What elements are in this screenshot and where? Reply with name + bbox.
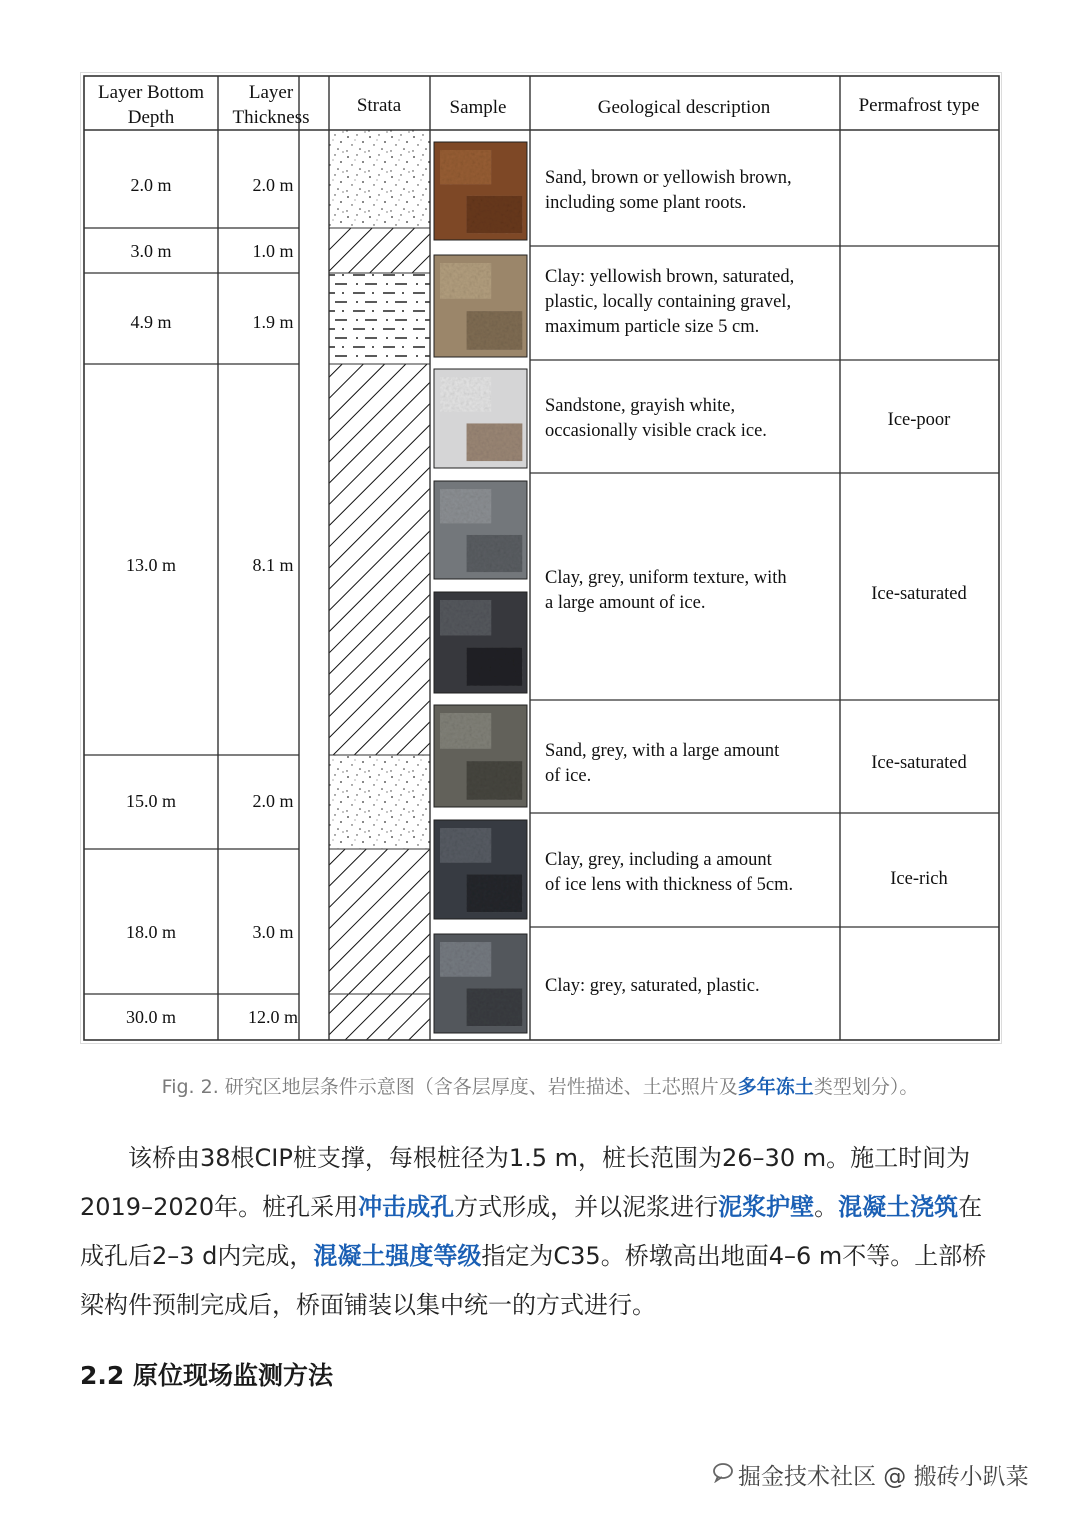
paragraph-text: 在成孔后2–3 d内完成， <box>80 1193 983 1270</box>
header-geological-description: Geological description <box>597 97 771 118</box>
depth-cell: 2.0 m <box>130 175 172 195</box>
photo-texture <box>434 481 527 579</box>
strata-pattern-clay-hatch <box>329 849 430 994</box>
strata-pattern-clay-hatch <box>329 994 430 1040</box>
photo-texture <box>434 369 527 468</box>
strata-table <box>81 73 1001 1043</box>
description-line: Sand, brown or yellowish brown, <box>545 168 792 188</box>
depth-cell: 15.0 m <box>125 791 177 811</box>
strata-figure <box>80 72 1002 1044</box>
photo-texture <box>434 705 527 807</box>
header-layer: Layer <box>248 82 294 103</box>
header-sample: Sample <box>449 97 507 118</box>
description-line: plastic, locally containing gravel, <box>545 292 792 312</box>
description-line: Clay: yellowish brown, saturated, <box>545 267 795 287</box>
description-line: occasionally visible crack ice. <box>545 421 767 441</box>
thickness-cell: 2.0 m <box>252 175 294 195</box>
depth-cell: 18.0 m <box>125 922 177 942</box>
caption-keyword-link[interactable]: 多年冻土 <box>737 1076 814 1098</box>
depth-cell: 30.0 m <box>125 1007 177 1027</box>
strata-pattern-sand-dots <box>329 130 430 228</box>
strata-pattern-clay-hatch <box>329 364 430 755</box>
header-layer-bottom: Layer Bottom <box>97 82 205 103</box>
thickness-cell: 8.1 m <box>252 555 294 575</box>
permafrost-cell: Ice-saturated <box>871 753 967 773</box>
photo-texture <box>434 934 527 1033</box>
strata-pattern-dash-dot <box>329 273 430 364</box>
depth-cell: 13.0 m <box>125 555 177 575</box>
thickness-cell: 2.0 m <box>252 791 294 811</box>
header-strata: Strata <box>356 95 402 116</box>
thickness-cell: 3.0 m <box>252 922 294 942</box>
description-line: Sand, grey, with a large amount <box>545 741 780 761</box>
description-line: Clay, grey, uniform texture, with <box>545 568 787 588</box>
photo-texture <box>434 820 527 919</box>
keyword-link[interactable]: 混凝土强度等级 <box>313 1242 482 1270</box>
depth-cell: 3.0 m <box>130 241 172 261</box>
strata-pattern-sand-dots <box>329 755 430 849</box>
photo-texture <box>434 255 527 357</box>
section-heading: 2.2 原位现场监测方法 <box>80 1361 333 1390</box>
permafrost-cell: Ice-rich <box>890 869 948 889</box>
keyword-link[interactable]: 冲击成孔 <box>358 1193 455 1221</box>
thickness-cell: 12.0 m <box>247 1007 299 1027</box>
description-line: Clay: grey, saturated, plastic. <box>545 976 760 996</box>
description-line: maximum particle size 5 cm. <box>545 317 760 337</box>
permafrost-cell: Ice-poor <box>887 410 951 430</box>
paragraph-text: 该桥由38根CIP桩支撑，每根桩径为1.5 m，桩长范围为26–30 m。施工时间为2019–2020年。桩孔采用 <box>80 1144 971 1221</box>
description-line: a large amount of ice. <box>545 593 706 613</box>
thickness-cell: 1.0 m <box>252 241 294 261</box>
figure-caption <box>0 1072 1080 1099</box>
body-paragraph <box>80 1134 1002 1330</box>
thickness-cell: 1.9 m <box>252 312 294 332</box>
header-thickness: Thickness <box>232 107 310 128</box>
strata-pattern-clay-hatch <box>329 228 430 273</box>
header-depth: Depth <box>127 107 175 128</box>
watermark: 掘金技术社区 @ 搬砖小趴菜 <box>738 1464 1029 1490</box>
paragraph-text: 方式形成，并以泥浆进行 <box>454 1193 719 1221</box>
caption-suffix: 类型划分）。 <box>813 1076 919 1098</box>
photo-texture <box>434 592 527 693</box>
description-line: Sandstone, grayish white, <box>545 396 736 416</box>
header-permafrost-type: Permafrost type <box>858 95 980 116</box>
table-border <box>84 76 999 1040</box>
permafrost-cell: Ice-saturated <box>871 584 967 604</box>
description-line: Clay, grey, including a amount <box>545 850 772 870</box>
paragraph-text: 指定为C35。桥墩高出地面4–6 m不等。上部桥梁构件预制完成后，桥面铺装以集中统一的方式进行。 <box>80 1242 987 1319</box>
chat-bubble-icon <box>712 1461 734 1483</box>
paragraph-text: 。 <box>814 1193 839 1221</box>
depth-cell: 4.9 m <box>130 312 172 332</box>
description-line: of ice lens with thickness of 5cm. <box>545 875 794 895</box>
keyword-link[interactable]: 泥浆护壁 <box>718 1193 815 1221</box>
description-line: including some plant roots. <box>545 193 747 213</box>
keyword-link[interactable]: 混凝土浇筑 <box>838 1193 959 1221</box>
description-line: of ice. <box>545 766 592 786</box>
caption-text: Fig. 2. 研究区地层条件示意图（含各层厚度、岩性描述、土芯照片及 <box>161 1076 738 1098</box>
photo-texture <box>434 142 527 240</box>
